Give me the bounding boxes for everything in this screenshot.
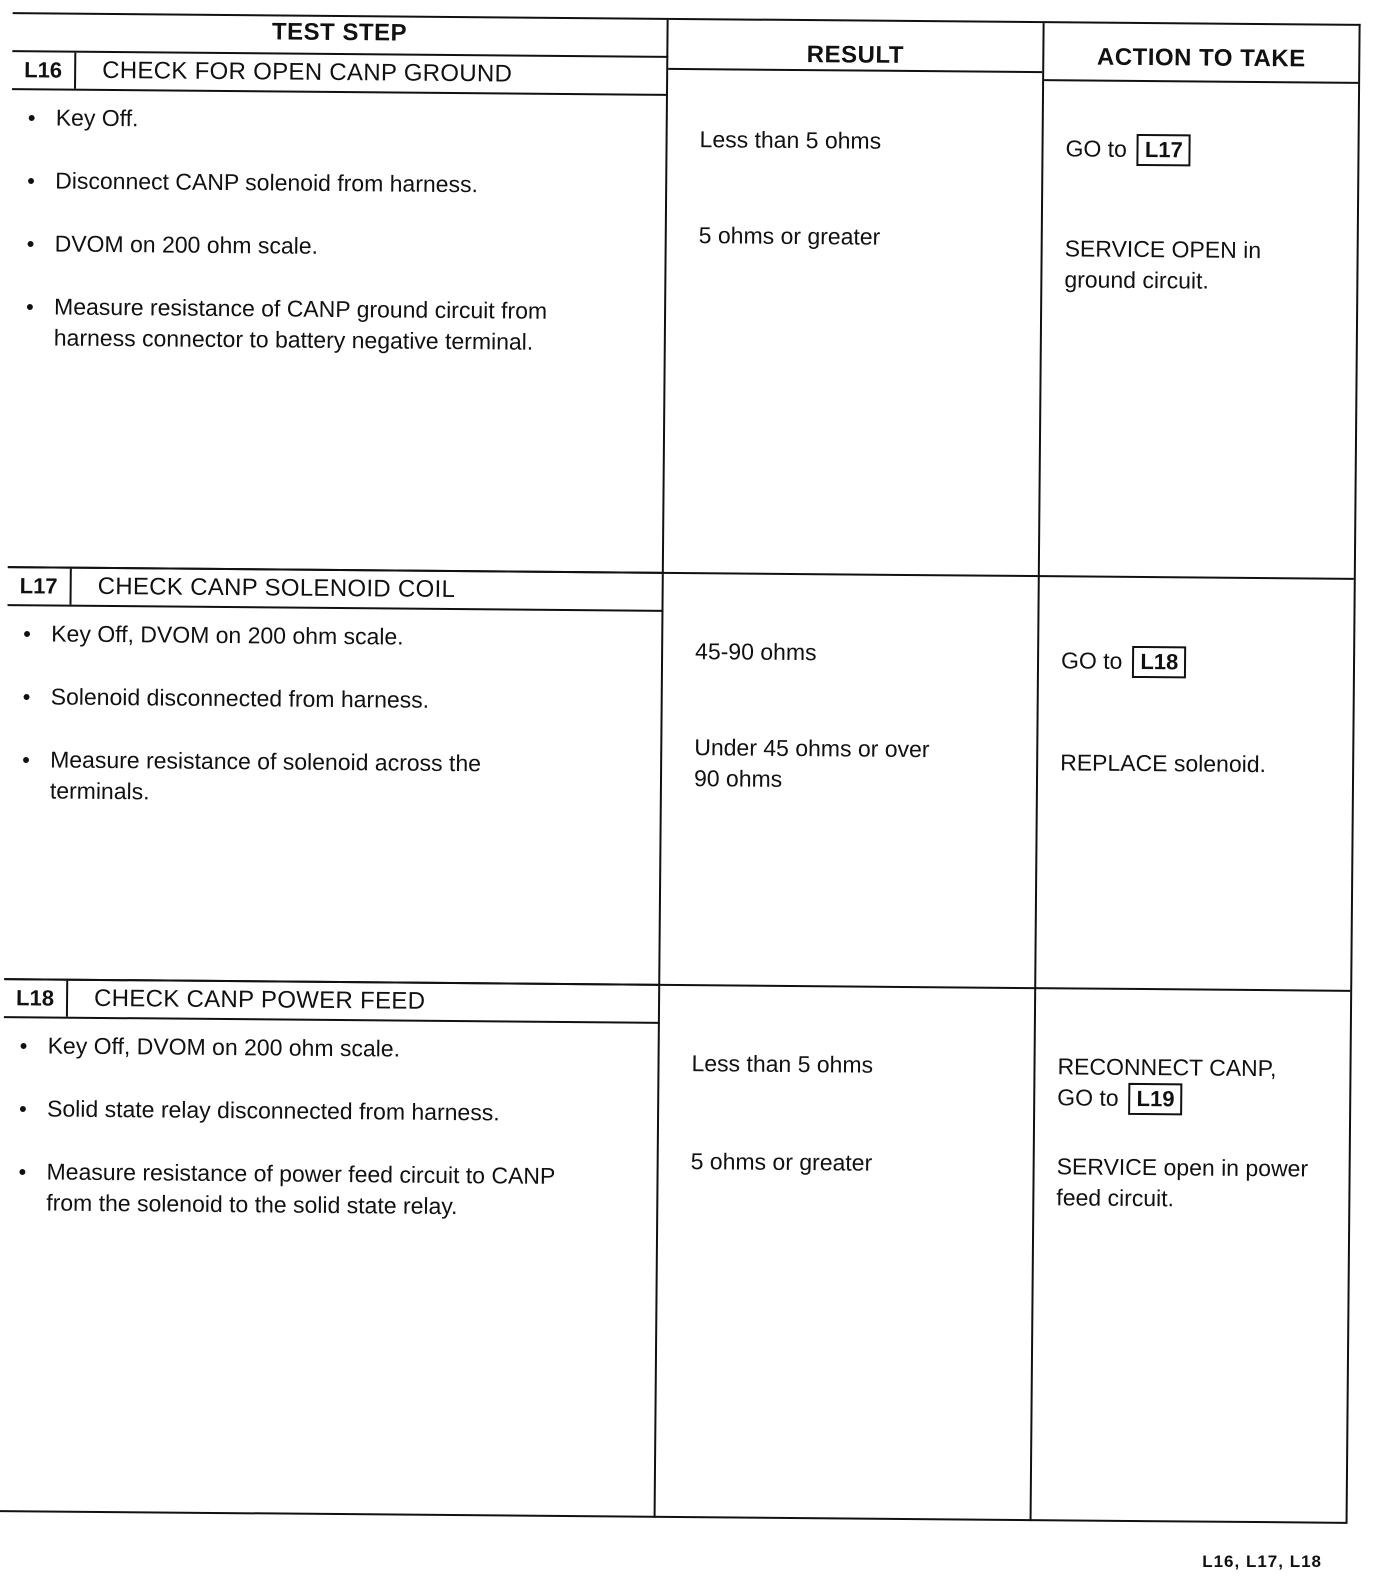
action-prefix: GO to bbox=[1060, 647, 1123, 674]
result-l17-fail: Under 45 ohms or over 90 ohms bbox=[693, 734, 930, 792]
column-divider-action bbox=[1030, 23, 1045, 1521]
action-prefix: GO to bbox=[1057, 1084, 1119, 1111]
action-l17-fail: REPLACE solenoid. bbox=[1060, 749, 1267, 778]
step-title: CHECK FOR OPEN CANP GROUND bbox=[102, 56, 513, 88]
action-text: RECONNECT CANP, bbox=[1057, 1053, 1277, 1082]
result-l17-pass: 45-90 ohms bbox=[695, 638, 817, 666]
instruction-item: • Measure resistance of CANP ground circuit from harness connector to battery negative terminal. bbox=[24, 291, 595, 358]
action-l18-pass bbox=[1057, 1051, 1338, 1116]
instruction-item: • Solenoid disconnected from harness. bbox=[21, 681, 621, 717]
goto-step-link-l18[interactable]: L18 bbox=[1132, 646, 1186, 678]
header-result: RESULT bbox=[806, 41, 905, 69]
instruction-item: • Key Off. bbox=[26, 102, 626, 138]
step-header-l17 bbox=[7, 566, 663, 612]
table-bottom-border bbox=[0, 1510, 1346, 1524]
instruction-item: • Key Off, DVOM on 200 ohm scale. bbox=[18, 1030, 618, 1066]
action-prefix: GO to bbox=[1065, 135, 1127, 162]
diagnostic-table bbox=[0, 12, 1361, 1524]
result-l16-pass: Less than 5 ohms bbox=[699, 126, 882, 154]
column-divider-result bbox=[654, 20, 669, 1518]
step-id: L18 bbox=[4, 980, 68, 1017]
result-l18-pass: Less than 5 ohms bbox=[691, 1050, 874, 1078]
action-l18-fail: SERVICE open in power feed circuit. bbox=[1056, 1153, 1309, 1212]
step-l16-instructions bbox=[23, 102, 625, 390]
action-l17-pass bbox=[1061, 645, 1187, 678]
instruction-item: • Solid state relay disconnected from harness. bbox=[17, 1093, 617, 1129]
instruction-item: • Measure resistance of solenoid across the terminals. bbox=[20, 744, 571, 811]
action-l16-pass bbox=[1065, 133, 1191, 166]
step-title: CHECK CANP SOLENOID COIL bbox=[97, 572, 456, 604]
page-footer-step-refs: L16, L17, L18 bbox=[1202, 1552, 1322, 1571]
instruction-item: • DVOM on 200 ohm scale. bbox=[25, 228, 625, 264]
header-action: ACTION TO TAKE bbox=[1096, 43, 1306, 73]
step-title: CHECK CANP POWER FEED bbox=[93, 984, 426, 1015]
step-header-l18 bbox=[4, 978, 660, 1024]
instruction-item: • Key Off, DVOM on 200 ohm scale. bbox=[21, 618, 621, 654]
goto-step-link-l19[interactable]: L19 bbox=[1128, 1083, 1182, 1115]
step-header-l16 bbox=[12, 50, 668, 96]
instruction-item: • Disconnect CANP solenoid from harness. bbox=[25, 165, 625, 201]
step-id: L17 bbox=[8, 568, 72, 605]
step-l17-instructions bbox=[19, 618, 621, 843]
result-l18-fail: 5 ohms or greater bbox=[690, 1148, 873, 1176]
result-l16-fail: 5 ohms or greater bbox=[698, 222, 881, 250]
goto-step-link-l17[interactable]: L17 bbox=[1137, 134, 1191, 166]
header-test-step: TEST STEP bbox=[271, 18, 408, 47]
action-l16-fail: SERVICE OPEN in ground circuit. bbox=[1064, 235, 1262, 294]
header-action-underline bbox=[1044, 79, 1358, 84]
step-l18-instructions bbox=[16, 1030, 618, 1255]
instruction-item: • Measure resistance of power feed circuit to CANP from the solenoid to the solid state relay. bbox=[16, 1156, 587, 1223]
step-id: L16 bbox=[12, 52, 76, 89]
